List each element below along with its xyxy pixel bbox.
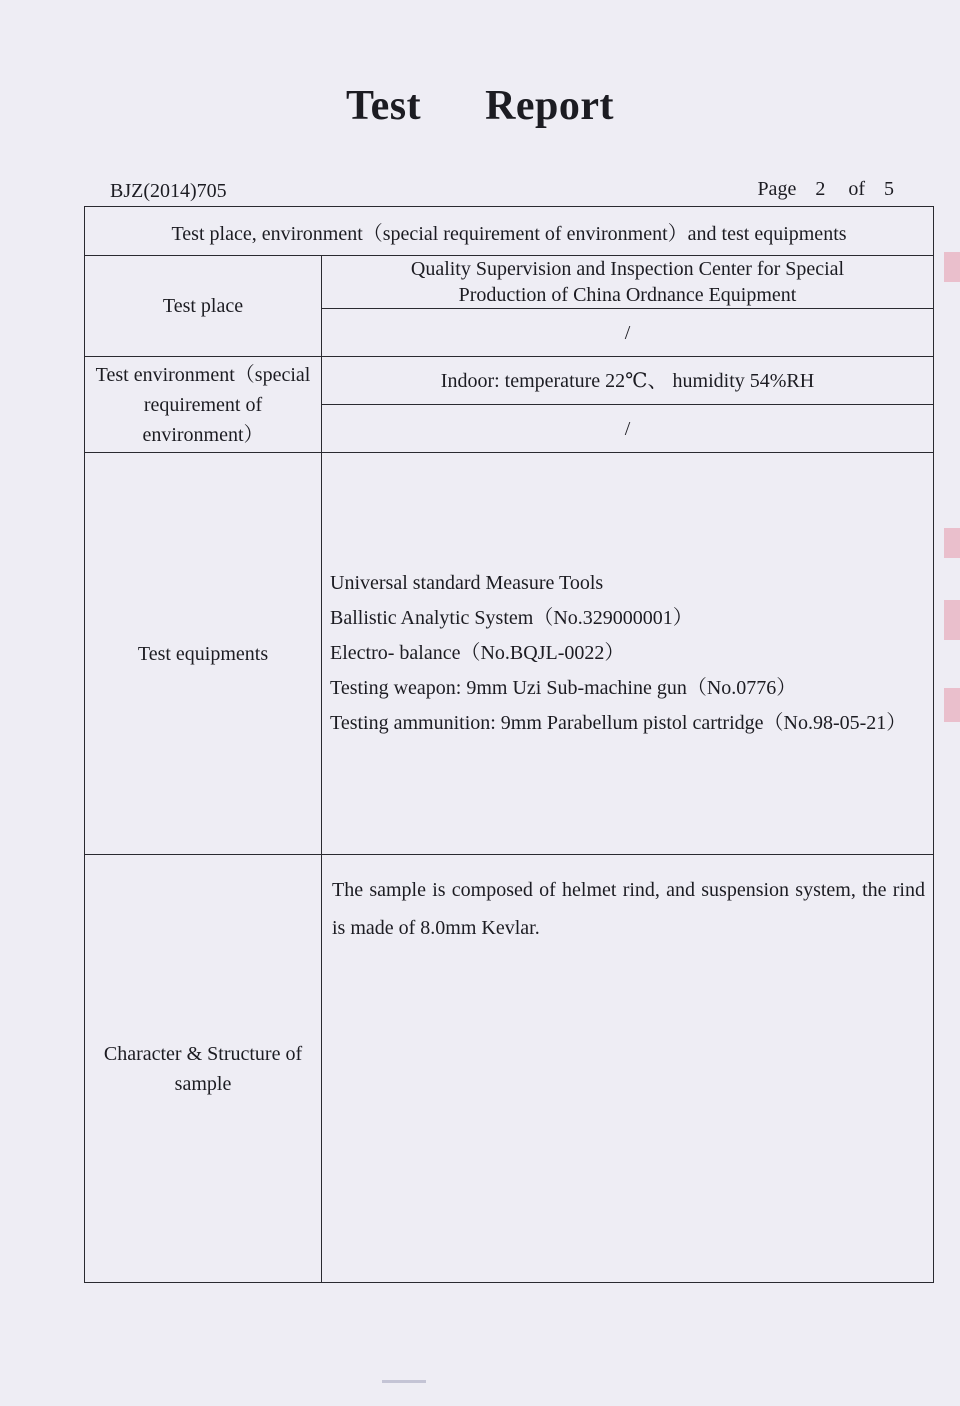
title-word-test: Test (345, 83, 422, 129)
page-total: 5 (884, 178, 894, 200)
test-place-label: Test place (85, 256, 322, 357)
test-environment-special: / (322, 405, 934, 453)
page-indicator (753, 178, 908, 201)
page-current: 2 (815, 178, 826, 200)
report-table (84, 206, 934, 1283)
test-environment-value: Indoor: temperature 22℃、 humidity 54%RH (322, 357, 934, 405)
title-word-report: Report (485, 83, 615, 129)
page-label: Page (757, 178, 797, 200)
seal-stamp-fragment (944, 688, 960, 722)
equipment-item: Ballistic Analytic System（No.329000001） (330, 607, 693, 629)
sample-description: The sample is composed of helmet rind, and suspension system, the rind is made of 8.0mm Kevlar. (322, 855, 934, 1283)
footer-mark (382, 1380, 426, 1383)
page-of-label: of (848, 178, 865, 200)
equipment-item: Testing ammunition: 9mm Parabellum pistol cartridge（No.98-05-21） (330, 712, 907, 734)
test-equipments-list (322, 453, 934, 855)
seal-stamp-fragment (944, 528, 960, 558)
equipment-item: Universal standard Measure Tools (330, 572, 604, 594)
equipment-item: Electro- balance（No.BQJL-0022） (330, 642, 625, 664)
seal-stamp-fragment (944, 252, 960, 282)
seal-stamp-fragment (944, 600, 960, 640)
test-place-value: Quality Supervision and Inspection Center for Special Production of China Ordnance Equipment (322, 256, 934, 309)
test-environment-label: Test environment（special requirement of environment） (85, 357, 322, 453)
section-header: Test place, environment（special requirement of environment）and test equipments (85, 207, 934, 256)
test-equipments-label: Test equipments (85, 453, 322, 855)
test-place-special: / (322, 309, 934, 357)
equipment-item: Testing weapon: 9mm Uzi Sub-machine gun（No.0776） (330, 677, 797, 699)
document-number: BJZ(2014)705 (110, 180, 227, 202)
page-title (0, 82, 960, 130)
sample-label: Character & Structure of sample (85, 855, 322, 1283)
